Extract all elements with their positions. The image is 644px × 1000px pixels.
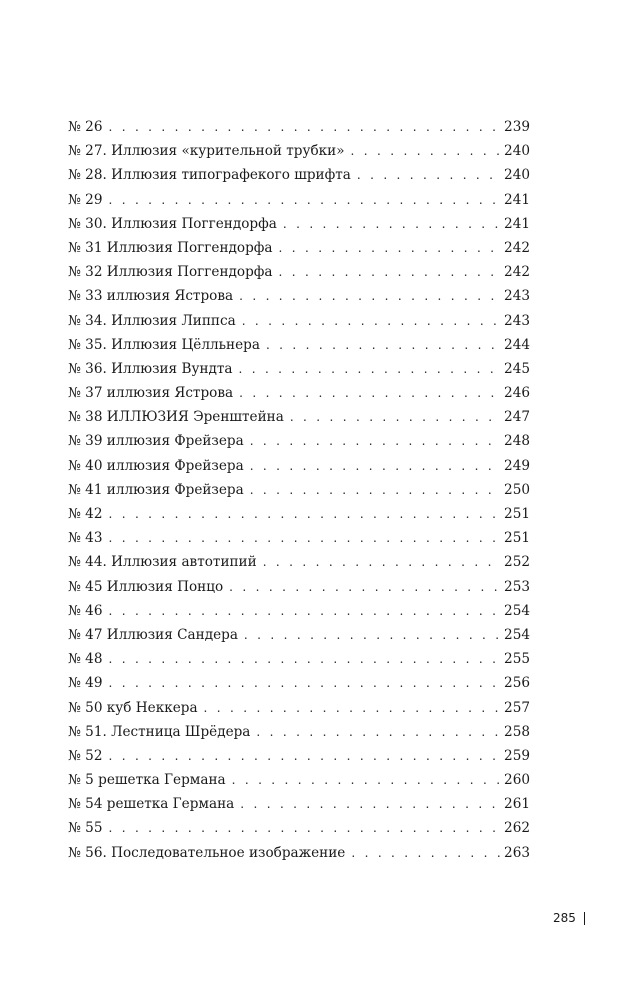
toc-entry[interactable] [68, 671, 530, 695]
toc-entry[interactable] [68, 333, 530, 357]
toc-entry-title: № 45 Иллюзия Понцо [68, 578, 224, 595]
dot-leader [108, 502, 500, 526]
toc-entry-title: № 28. Иллюзия типографекого шрифта [68, 167, 351, 184]
toc-entry[interactable] [68, 188, 530, 212]
toc-entry-title: № 49 [68, 675, 103, 692]
toc-entry-page: 260 [504, 772, 530, 789]
toc-entry[interactable] [68, 405, 530, 429]
toc-entry[interactable] [68, 768, 530, 792]
toc-entry-title: № 27. Иллюзия «курительной трубки» [68, 143, 345, 160]
dot-leader [229, 575, 500, 599]
toc-entry[interactable] [68, 381, 530, 405]
dot-leader [250, 478, 500, 502]
toc-entry-title: № 54 решетка Германа [68, 796, 235, 813]
toc-entry-title: № 32 Иллюзия Поггендорфа [68, 264, 273, 281]
toc-entry[interactable] [68, 163, 530, 187]
dot-leader [108, 816, 500, 840]
toc-entry-page: 252 [504, 554, 530, 571]
toc-entry-title: № 34. Иллюзия Липпса [68, 312, 236, 329]
toc-entry-page: 241 [504, 191, 530, 208]
toc-entry-page: 251 [504, 506, 530, 522]
toc-entry[interactable] [68, 792, 530, 816]
toc-entry-page: 242 [504, 264, 530, 281]
toc-entry[interactable] [68, 454, 530, 478]
toc-entry[interactable] [68, 550, 530, 574]
toc-entry-title: № 30. Иллюзия Поггендорфа [68, 215, 277, 232]
toc-entry-title: № 37 иллюзия Ястрова [68, 385, 234, 402]
page-footer [553, 911, 585, 925]
toc-entry[interactable] [68, 575, 530, 599]
toc-entry-title: № 51. Лестница Шрёдера [68, 723, 251, 740]
dot-leader [239, 381, 500, 405]
toc-entry-title: № 29 [68, 191, 103, 208]
dot-leader [250, 454, 500, 478]
toc-entry-title: № 40 иллюзия Фрейзера [68, 457, 244, 474]
toc-entry-title: № 55 [68, 820, 103, 837]
dot-leader [232, 768, 500, 792]
toc-entry-page: 244 [504, 336, 530, 353]
toc-entry[interactable] [68, 429, 530, 453]
toc-entry[interactable] [68, 284, 530, 308]
toc-entry-title: № 38 ИЛЛЮЗИЯ Эренштейна [68, 409, 284, 426]
dot-leader [283, 212, 500, 236]
dot-leader [108, 671, 500, 695]
toc-entry[interactable] [68, 309, 530, 333]
toc-entry-title: № 39 иллюзия Фрейзера [68, 433, 244, 450]
dot-leader [263, 550, 500, 574]
toc-entry[interactable] [68, 357, 530, 381]
toc-entry[interactable] [68, 696, 530, 720]
toc-entry-page: 240 [504, 143, 530, 160]
toc-entry[interactable] [68, 816, 530, 840]
toc-entry-title: № 26 [68, 119, 103, 135]
dot-leader [239, 284, 500, 308]
toc-entry-page: 261 [504, 796, 530, 813]
toc-entry-title: № 44. Иллюзия автотипий [68, 554, 257, 571]
toc-entry-page: 248 [504, 433, 530, 450]
toc-entry[interactable] [68, 599, 530, 623]
toc-entry[interactable] [68, 260, 530, 284]
dot-leader [250, 429, 500, 453]
toc-entry[interactable] [68, 647, 530, 671]
toc-entry-page: 245 [504, 360, 530, 377]
page-number: 285 [553, 911, 576, 925]
toc-entry[interactable] [68, 720, 530, 744]
toc-entry-page: 256 [504, 675, 530, 692]
dot-leader [108, 647, 500, 671]
dot-leader [242, 309, 500, 333]
toc-entry-page: 262 [504, 820, 530, 837]
toc-entry-page: 263 [504, 844, 530, 861]
dot-leader [108, 744, 500, 768]
toc-entry-title: № 41 иллюзия Фрейзера [68, 481, 244, 498]
dot-leader [244, 623, 500, 647]
toc-entry[interactable] [68, 744, 530, 768]
toc-entry-title: № 50 куб Неккера [68, 699, 198, 716]
toc-entry-page: 241 [504, 215, 530, 232]
dot-leader [266, 333, 500, 357]
toc-entry-page: 253 [504, 578, 530, 595]
toc-entry-page: 247 [504, 409, 530, 426]
dot-leader [108, 526, 500, 550]
toc-entry-title: № 33 иллюзия Ястрова [68, 288, 234, 305]
toc-entry-page: 254 [504, 602, 530, 619]
toc-entry-page: 255 [504, 651, 530, 668]
toc-entry-page: 254 [504, 626, 530, 643]
toc-entry-title: № 5 решетка Германа [68, 772, 226, 789]
toc-entry-title: № 46 [68, 602, 103, 619]
dot-leader [239, 357, 501, 381]
toc-entry-page: 257 [504, 699, 530, 716]
dot-leader [240, 792, 500, 816]
dot-leader [108, 115, 500, 139]
toc-entry-title: № 43 [68, 530, 103, 547]
dot-leader [279, 236, 500, 260]
toc-entry-title: № 42 [68, 506, 103, 522]
dot-leader [279, 260, 500, 284]
toc-entry-title: № 36. Иллюзия Вундта [68, 360, 233, 377]
toc-entry-title: № 56. Последовательное изображение [68, 844, 346, 861]
toc-entry[interactable] [68, 212, 530, 236]
dot-leader [256, 720, 500, 744]
table-of-contents [68, 115, 530, 865]
dot-leader [290, 405, 500, 429]
toc-entry-page: 239 [504, 119, 530, 135]
toc-entry-page: 243 [504, 312, 530, 329]
folio-divider [584, 912, 585, 925]
toc-entry-page: 240 [504, 167, 530, 184]
toc-entry[interactable] [68, 115, 530, 139]
toc-entry-page: 258 [504, 723, 530, 740]
dot-leader [108, 599, 500, 623]
toc-entry-page: 249 [504, 457, 530, 474]
dot-leader [108, 188, 500, 212]
toc-entry[interactable] [68, 236, 530, 260]
toc-entry-title: № 52 [68, 747, 103, 764]
toc-entry-title: № 47 Иллюзия Сандера [68, 626, 238, 643]
dot-leader [351, 841, 500, 865]
toc-entry-page: 259 [504, 747, 530, 764]
toc-entry-page: 242 [504, 239, 530, 256]
dot-leader [204, 696, 500, 720]
toc-entry[interactable] [68, 139, 530, 163]
toc-entry-page: 250 [504, 481, 530, 498]
toc-entry-page: 246 [504, 385, 530, 402]
toc-entry-title: № 48 [68, 651, 103, 668]
toc-entry-title: № 35. Иллюзия Цёлльнера [68, 336, 260, 353]
toc-entry[interactable] [68, 526, 530, 550]
toc-entry-page: 243 [504, 288, 530, 305]
toc-entry[interactable] [68, 623, 530, 647]
dot-leader [351, 139, 500, 163]
toc-entry[interactable] [68, 478, 530, 502]
toc-entry[interactable] [68, 841, 530, 865]
toc-entry-page: 251 [504, 530, 530, 547]
dot-leader [357, 163, 500, 187]
toc-entry-title: № 31 Иллюзия Поггендорфа [68, 239, 273, 256]
toc-entry[interactable] [68, 502, 530, 526]
